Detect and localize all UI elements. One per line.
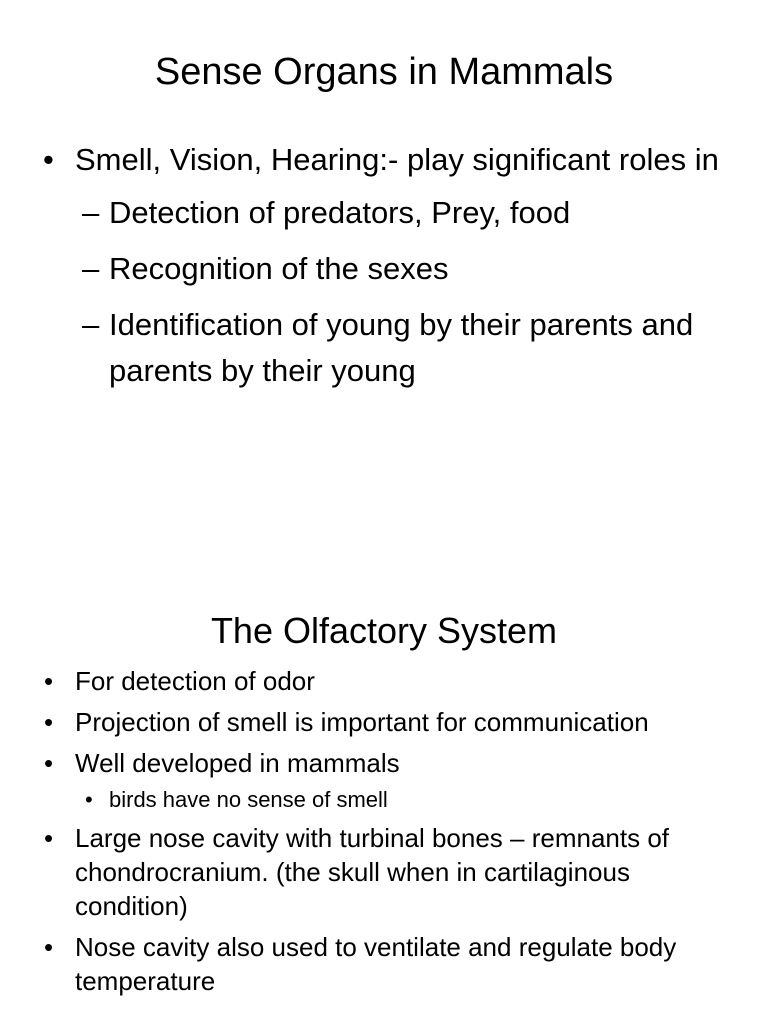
- list-item-text: Well developed in mammals: [75, 748, 400, 778]
- sub-list-item: [0, 785, 768, 815]
- list-item: [0, 664, 768, 698]
- dash-icon: –: [82, 251, 100, 286]
- list-item-text: Large nose cavity with turbinal bones – remnants of chondrocranium. (the skull when in cartilaginous condition): [75, 823, 670, 921]
- dash-icon: –: [82, 307, 100, 342]
- bullet-icon: •: [43, 142, 54, 177]
- list-item: [0, 821, 768, 923]
- sub-list-item-text: Identification of young by their parents and parents by their young: [109, 307, 694, 388]
- sub-list-item: [0, 190, 768, 236]
- bullet-icon: •: [44, 666, 54, 696]
- bullet-icon: •: [44, 748, 54, 778]
- sub-list-item-text: Detection of predators, Prey, food: [109, 195, 571, 230]
- bullet-icon: •: [44, 823, 54, 853]
- list-item-text: Smell, Vision, Hearing:- play significant roles in: [75, 142, 719, 177]
- bullet-list: [0, 136, 768, 404]
- list-item: [0, 746, 768, 780]
- list-item: [0, 705, 768, 739]
- list-item-text: Projection of smell is important for communication: [75, 707, 649, 737]
- slide-olfactory-system: [0, 576, 768, 1024]
- slide-title: The Olfactory System: [210, 610, 558, 651]
- bullet-icon: •: [44, 707, 54, 737]
- list-item-text: Nose cavity also used to ventilate and regulate body temperature: [75, 932, 677, 996]
- sub-list-item: [0, 246, 768, 292]
- bullet-icon: •: [44, 932, 54, 962]
- list-item-text: For detection of odor: [75, 666, 315, 696]
- slide-title: Sense Organs in Mammals: [154, 51, 614, 93]
- sub-list-item: [0, 302, 768, 394]
- sub-list-item-text: Recognition of the sexes: [109, 251, 449, 286]
- bullet-icon: •: [85, 787, 93, 812]
- dash-icon: –: [82, 195, 100, 230]
- list-item: [0, 930, 768, 998]
- bullet-list: [0, 664, 768, 1005]
- list-item: [0, 136, 768, 184]
- sub-list-item-text: birds have no sense of smell: [109, 787, 388, 812]
